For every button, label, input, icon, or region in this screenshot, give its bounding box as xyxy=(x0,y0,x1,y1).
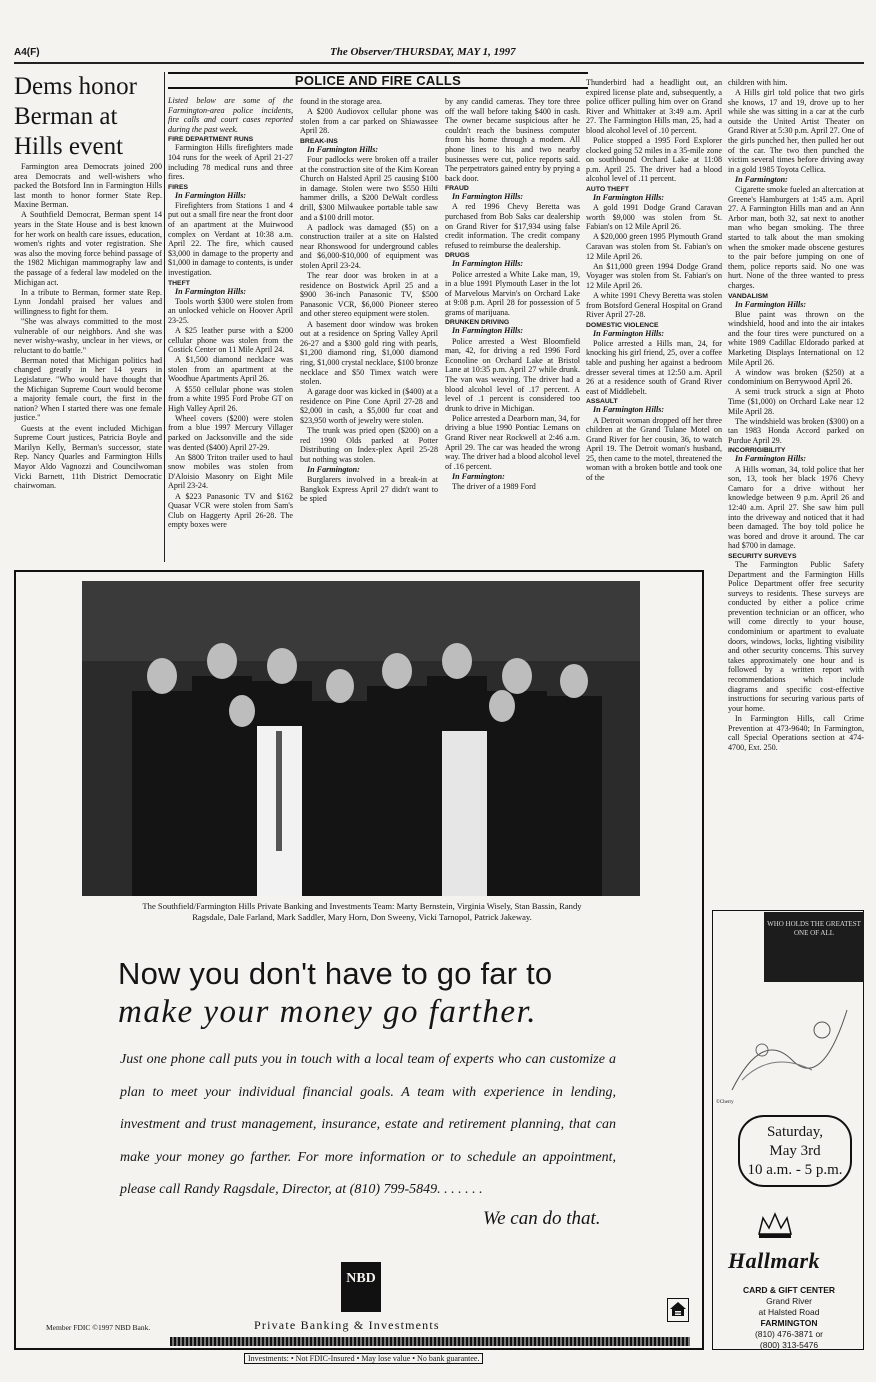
report-paragraph: A Hills woman, 34, told police that her son, 13, took her black 1976 Chevy Camaro for a drive without her knowledge between 9 p.m. April 26 and 12:40 a.m. April 27. She saw him pull into the driveway and noticed that it had been damaged. The boy told police he was bored and drove it around. The car had $700 in damage. xyxy=(728,464,864,551)
sidebar-paragraph: Farmington area Democrats joined 200 area Democrats and well-wishers who packed the Botsford Inn in Farmington Hills last month to honor former State Rep. Maxine Berman. xyxy=(14,162,162,210)
section-heading: VANDALISM xyxy=(728,292,768,300)
ad-headline-line-1: Now you don't have to go far to xyxy=(118,956,553,991)
report-paragraph: Four padlocks were broken off a trailer at the construction site of the Kim Korean Church on Halsted April 25 causing $100 in damage. Stolen were two $550 Hilti hammer drills, a $200 DeWalt cordless drill, $300 Milwaukee portable table saw and a $100 drill motor. xyxy=(300,154,438,222)
section-heading: DOMESTIC VIOLENCE xyxy=(586,321,659,329)
location-subhead: In Farmington: xyxy=(307,464,360,474)
report-paragraph: children with him. xyxy=(728,78,788,87)
sidebar-paragraph: In a tribute to Berman, former state Rep. Lynn Jondahl praised her values and willingness to fight for them. xyxy=(14,287,162,316)
division-name: Private Banking & Investments xyxy=(254,1318,440,1332)
report-paragraph: An $11,000 green 1994 Dodge Grand Voyager was stolen from St. Fabian's on 12 Mile April 26. xyxy=(586,261,722,290)
sidebar-paragraph: Berman noted that Michigan politics had changed greatly in her 14 years in Legislature. "Who would have thought that the Michigan Supreme Court would become a majority female court, the first in the nation? When I started there was one female justice." xyxy=(14,355,162,423)
sidebar-paragraph: A Southfield Democrat, Berman spent 14 years in the State House and is best known for her work on health care issues, education, women's rights and voter registration. She was also the moving force behind passage of the 1982 Michigan mammography law and the passage of a federal law modeled on the Michigan act. xyxy=(14,210,162,287)
section-heading: BREAK-INS xyxy=(300,137,338,145)
ad-tagline: We can do that. xyxy=(483,1208,601,1229)
report-paragraph: Burglarers involved in a break-in at Bangkok Express April 27 didn't want to be spied xyxy=(300,475,438,504)
report-paragraph: In Farmington Hills, call Crime Prevention at 473-9640; In Farmington, call Special Operations section at 474-4700, Ext. 250. xyxy=(728,713,864,752)
sidebar-headline: Dems honor Berman at Hills event xyxy=(14,73,137,160)
section-heading: ASSAULT xyxy=(586,398,618,406)
location-subhead: In Farmington Hills: xyxy=(175,286,247,296)
police-column-4 xyxy=(586,78,722,565)
report-paragraph: Police arrested a Dearborn man, 34, for driving a blue 1990 Pontiac Lemans on Grand River near Rockwell at 2:46 a.m. April 29. The car was headed the wrong way. The driver had a blood alcohol level of .16 percent. xyxy=(445,413,580,471)
report-paragraph: A Hills girl told police that two girls she knows, 17 and 19, drove up to her while she was sitting in a car at the curb outside the United Artist Theater on Grand River at 5:30 p.m. April 27. One of the girls punched her, then pulled her out of the car. The two then punched the victim several times before driving away in a gold 1985 Toyota Cellica. xyxy=(728,88,864,174)
ad-body-copy: Just one phone call puts you in touch with a local team of experts who can customize a plan to meet your individual financial goals. A team with experience in lending, investment and trust management, insurance, estate and retirement planning, that can make your money go farther. For more information or to schedule an appointment, please call Randy Ragsdale, Director, at (810) 799-5849. . . . . . . xyxy=(120,1052,616,1197)
section-heading: INCORRIGIBILITY xyxy=(728,447,786,455)
section-heading: DRUNKEN DRIVING xyxy=(445,319,510,327)
store-address-1: Grand River xyxy=(766,1296,812,1306)
event-date: May 3rd xyxy=(769,1143,821,1159)
page-number: A4(F) xyxy=(14,47,40,58)
hallmark-crown-icon xyxy=(755,1210,795,1245)
report-paragraph: Blue paint was thrown on the windshield, hood and into the air intakes and the four tires were punctured on a white 1989 Cadillac Eldorado parked at Marketing Displays International on 12 Mile April 26. xyxy=(728,309,864,367)
report-paragraph: Firefighters from Stations 1 and 4 put out a small fire near the front door of an apartment at the Muirwood complex on Verdant at 10:38 a.m. April 22. The fire, which caused $3,000 in damage to the property and $1,000 in damage to contents, is under investigation. xyxy=(168,200,293,277)
report-paragraph: A window was broken ($250) at a condominium on Berrywood April 26. xyxy=(728,367,864,387)
location-subhead: In Farmington: xyxy=(735,174,788,184)
equal-housing-lender-icon xyxy=(667,1298,689,1322)
report-paragraph: A $223 Panasonic TV and $162 Quasar VCR were stolen from Sam's Club on Haggerty April 26-28. The empty boxes were xyxy=(168,491,293,530)
store-phone-1: (810) 476-3871 or xyxy=(754,1329,824,1339)
location-subhead: In Farmington Hills: xyxy=(593,193,665,203)
report-paragraph: A gold 1991 Dodge Grand Caravan worth $9,000 was stolen from St. Fabian's on 12 Mile April 26. xyxy=(586,203,722,232)
police-column-5 xyxy=(728,78,864,903)
report-paragraph: A white 1991 Chevy Beretta was stolen from Botsford General Hospital on Grand River April 27-28. xyxy=(586,290,722,320)
police-column-2 xyxy=(300,97,438,565)
police-column-3 xyxy=(445,97,580,565)
report-paragraph: An $800 Triton trailer used to haul snow mobiles was stolen from D'Aloisio Masonry on Eight Mile April 23-24. xyxy=(168,452,293,491)
location-subhead: In Farmington Hills: xyxy=(593,405,665,415)
report-paragraph: by any candid cameras. They tore three off the wall before taking $400 in cash. The owner became suspicious after he couldn't reach the business computer from his home through a modem. All phone lines to his and two nearby businesses were cut, police reports said. The perpetrators gained entry by prying a back door. xyxy=(445,97,580,183)
report-paragraph: Farmington Hills firefighters made 104 runs for the week of April 21-27 including 78 medical runs and three fires. xyxy=(168,143,293,182)
location-subhead: In Farmington Hills: xyxy=(452,192,524,202)
store-address-2: at Halsted Road xyxy=(758,1307,820,1317)
report-paragraph: The rear door was broken in at a residence on Bostwick April 25 and a $900 36-inch Panasonic TV, $500 Panasonic VCR, $6,000 Pioneer stereo and other stereo equipment were stolen. xyxy=(300,271,438,319)
report-paragraph: A Detroit woman dropped off her three children at the Grand Tulane Motel on Grand River for her cousin, 36, to watch April 19. The Detroit woman's husband, 25, then came to the motel, threatened the woman with a broken bottle and took one of the xyxy=(586,415,722,483)
location-subhead: In Farmington Hills: xyxy=(735,299,807,309)
location-subhead: In Farmington Hills: xyxy=(452,326,524,336)
section-heading: THEFT xyxy=(168,279,190,287)
location-subhead: In Farmington Hills: xyxy=(593,328,665,338)
event-date-badge xyxy=(738,1115,852,1187)
ad-bottom-bar xyxy=(170,1337,690,1346)
report-paragraph: A garage door was kicked in ($400) at a residence on Pine Cone April 27-28 and $2,000 in cash, a $5,000 fur coat and $23,950 worth of jewelry were stolen. xyxy=(300,387,438,425)
nbd-logo: NBD xyxy=(341,1262,381,1312)
report-paragraph: A basement door window was broken out at a residence on Spring Valley April 26-27 and a $300 gold ring with pearls, $1,200 diamond ring, $1,000 diamond ring, $1,000 crystal necklace, $100 bronze necklace and $50 Timex watch were stolen. xyxy=(300,319,438,387)
report-paragraph: The driver of a 1989 Ford xyxy=(452,481,536,491)
report-paragraph: found in the storage area. xyxy=(300,97,383,106)
location-subhead: In Farmington Hills: xyxy=(735,454,807,464)
report-paragraph: A red 1996 Chevy Beretta was purchased from Bob Saks car dealership on Grand River for $17,934 using false credit information. The credit company refused to reimburse the dealership. xyxy=(445,202,580,250)
team-photo xyxy=(82,581,640,896)
section-banner: POLICE AND FIRE CALLS xyxy=(168,72,588,89)
police-intro: Listed below are some of the Farmington-area police incidents, fire calls and court cases reported during the past week. xyxy=(168,96,293,134)
investment-disclaimer: Investments: • Not FDIC-Insured • May lose value • No bank guarantee. xyxy=(244,1353,483,1364)
report-paragraph: A $1,500 diamond necklace was stolen from an apartment at the Woodhue Apartments April 26. xyxy=(168,355,293,384)
section-heading: FIRE DEPARTMENT RUNS xyxy=(168,136,254,144)
photo-caption: The Southfield/Farmington Hills Private Banking and Investments Team: Marty Bernstein, Virginia Wisely, Stan Bassin, Randy Ragsdale, Dale Farland, Mark Saddler, Mary Horn, Don Sweeny, Vicki Tarnopol, Patrick Jakeway. xyxy=(142,901,582,922)
section-heading: AUTO THEFT xyxy=(586,186,629,194)
report-paragraph: A padlock was damaged ($5) on a construction trailer at a site on Halsted near Rhonswood for underground cables and $6,000-$10,000 of equipment was stolen April 23-24. xyxy=(300,222,438,270)
event-hours: 10 a.m. - 5 p.m. xyxy=(747,1162,843,1178)
location-subhead: In Farmington: xyxy=(452,471,505,481)
section-heading: FIRES xyxy=(168,183,189,191)
location-subhead: In Farmington Hills: xyxy=(175,190,247,200)
report-paragraph: Police arrested a Hills man, 24, for knocking his girl friend, 25, over a coffee table and pushing her against a bedroom dresser several times at 12:50 a.m. April 26 at a residence south of Grand River east of Middlebelt. xyxy=(586,338,722,396)
police-column-1-body xyxy=(168,136,293,530)
section-heading: DRUGS xyxy=(445,252,470,260)
section-heading: FRAUD xyxy=(445,185,469,193)
location-subhead: In Farmington Hills: xyxy=(307,144,379,154)
report-paragraph: Police arrested a West Bloomfield man, 42, for driving a red 1996 Ford Econoline on Orchard Lake at Bristol Lane at 10:35 p.m. April 27 while drunk. The van was weaving. The driver had a blood alcohol level of .17 percent. A level of .1 percent is considered too drunk to drive in Michigan. xyxy=(445,336,580,413)
report-paragraph: A $25 leather purse with a $200 cellular phone was stolen from the Costick Center on 11 Mile April 24. xyxy=(168,325,293,355)
group-photo-image xyxy=(82,581,640,896)
hallmark-dark-banner: WHO HOLDS THE GREATEST ONE OF ALL xyxy=(764,912,864,982)
report-paragraph: Police stopped a 1995 Ford Explorer clocked going 52 miles in a 35-mile zone on southbound Orchard Lake at 11:08 p.m. April 25. The driver had a blood alcohol level of .11 percent. xyxy=(586,136,722,184)
report-paragraph: The windshield was broken ($300) on a tan 1983 Honda Accord parked on Purdue April 29. xyxy=(728,416,864,445)
police-column-1 xyxy=(168,96,293,566)
ad-headline-line-2: make your money go farther. xyxy=(118,994,538,1030)
report-paragraph: A $20,000 green 1995 Plymouth Grand Caravan was stolen from St. Fabian's on 12 Mile April 26. xyxy=(586,232,722,261)
floral-art xyxy=(722,990,854,1105)
report-paragraph: The trunk was pried open ($200) on a red 1990 Olds parked at Potter Distributing on Index-plex April 25-28 but nothing was stolen. xyxy=(300,426,438,464)
report-paragraph: Cigarette smoke fueled an altercation at Greene's Hamburgers at 1:45 a.m. April 27. A Farmington Hills man and an Ann Arbor man, both 32, sat next to another man who began smoking. The three started to talk about the man smoking when the smoker made obscene gestures to the pair before jumping on one of them, police reports said. No one was hurt. None of the three wanted to press charges. xyxy=(728,185,864,290)
column-divider xyxy=(164,72,165,562)
masthead: The Observer/THURSDAY, MAY 1, 1997 xyxy=(330,46,516,58)
report-paragraph: The Farmington Public Safety Department and the Farmington Hills Police Department offer free security surveys to residents. These surveys are conducted by either a police crime prevention technician or an officer, who will come directly to your house, condominium or apartment to evaluate doors, windows, locks, lighting visibility and other security concerns. This survey takes approximately one hour and is followed by a written report with recommendations which include diagrams and specific cost-effective instructions for securing various parts of your home. xyxy=(728,559,864,713)
hallmark-credit: ©Cherry xyxy=(716,1100,734,1105)
hallmark-store-info xyxy=(716,1285,862,1351)
store-phone-2: (800) 313-5476 xyxy=(759,1340,819,1350)
report-paragraph: A semi truck struck a sign at Photo Time ($1,000) on Orchard Lake near 12 Mile April 28. xyxy=(728,387,864,416)
sidebar-paragraph: Guests at the event included Michigan Supreme Court justices, Patricia Boyle and Marilyn Kelly, Berman's successor, state Rep. Nancy Quarles and Farmington Hills Mayor Aldo Vagnozzi and Councilwoman Vicki Barnett, 11th District Democratic chairwoman. xyxy=(14,423,162,491)
store-name: CARD & GIFT CENTER xyxy=(742,1285,836,1295)
report-paragraph: A $200 Audiovox cellular phone was stolen from a car parked on Shiawassee April 28. xyxy=(300,107,438,136)
member-fdic-note: Member FDIC ©1997 NBD Bank. xyxy=(46,1323,151,1332)
report-paragraph: Police arrested a White Lake man, 19, in a blue 1991 Plymouth Laser in the lot of Marvelous Marvin's on Orchard Lake at 9:08 p.m. April 28 for possession of 5 grams of marijuana. xyxy=(445,269,580,317)
location-subhead: In Farmington Hills: xyxy=(452,259,524,269)
section-heading: SECURITY SURVEYS xyxy=(728,552,797,560)
sidebar-paragraph: "She was always committed to the most vulnerable of our neighbors. And she was never wishy-washy, unclear in her views, or reluctant to do battle." xyxy=(14,317,162,355)
report-paragraph: Wheel covers ($200) were stolen from a blue 1997 Mercury Villager parked on Jacksonville and the side was dented ($400) April 27-29. xyxy=(168,413,293,452)
report-paragraph: Tools worth $300 were stolen from an unlocked vehicle on Hoover April 23-25. xyxy=(168,296,293,325)
hallmark-logo: Hallmark xyxy=(728,1248,821,1273)
header-rule xyxy=(14,62,864,64)
sidebar-body xyxy=(14,162,162,565)
report-paragraph: A $550 cellular phone was stolen from a white 1995 Ford Probe GT on High Valley April 26. xyxy=(168,384,293,413)
event-day: Saturday, xyxy=(766,1124,824,1140)
report-paragraph: Thunderbird had a headlight out, an expired license plate and, subsequently, a police officer pulling him over on Grand River and Whittaker at 3:49 a.m. April 27. The Farmington Hills man, 25, had a blood alcohol level of .10 percent. xyxy=(586,78,722,135)
store-city: FARMINGTON xyxy=(760,1318,818,1328)
